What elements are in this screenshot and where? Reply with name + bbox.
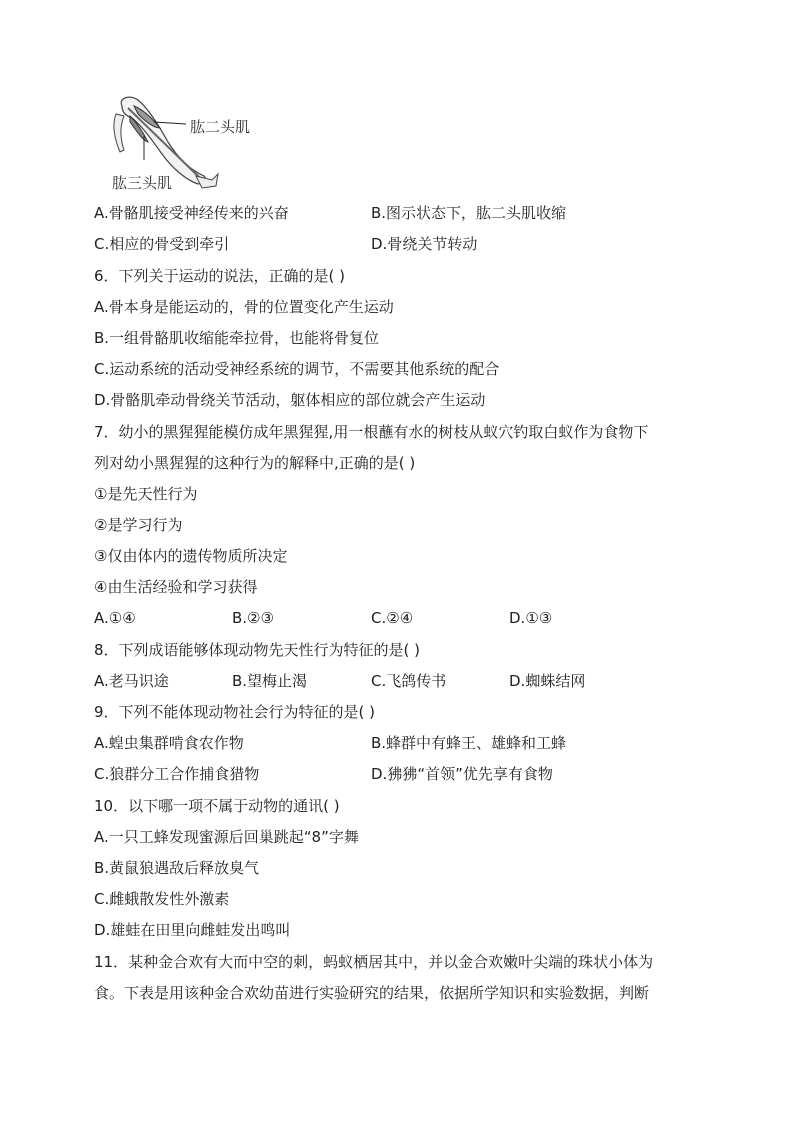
q7-stem-line1: 7．幼小的黑猩猩能模仿成年黑猩猩,用一根蘸有水的树枝从蚁穴钓取白蚁作为食物下 — [94, 423, 649, 441]
q6-option-b: B.一组骨骼肌收缩能牵拉骨，也能将骨复位 — [94, 329, 380, 347]
q5-option-b: B.图示状态下，肱二头肌收缩 — [371, 204, 567, 222]
q6-option-d: D.骨骼肌牵动骨绕关节活动，躯体相应的部位就会产生运动 — [94, 391, 486, 409]
q6-stem: 6．下列关于运动的说法，正确的是( ) — [94, 267, 346, 285]
q8-option-a: A.老马识途 — [94, 672, 169, 690]
triceps-label: 肱三头肌 — [112, 174, 173, 192]
q7-statement-1: ①是先天性行为 — [94, 485, 198, 503]
q7-statement-3: ③仅由体内的遗传物质所决定 — [94, 547, 288, 565]
q6-option-a: A.骨本身是能运动的，骨的位置变化产生运动 — [94, 298, 394, 316]
q7-stem-line2: 列对幼小黑猩猩的这种行为的解释中,正确的是( ) — [94, 454, 416, 472]
q10-option-a: A.一只工蜂发现蜜源后回巢跳起“8”字舞 — [94, 828, 359, 846]
q10-stem: 10．以下哪一项不属于动物的通讯( ) — [94, 797, 340, 815]
biceps-label: 肱二头肌 — [190, 118, 251, 136]
q7-statement-2: ②是学习行为 — [94, 516, 183, 534]
q10-option-d: D.雄蛙在田里向雌蛙发出鸣叫 — [94, 921, 291, 939]
q9-stem: 9．下列不能体现动物社会行为特征的是( ) — [94, 703, 376, 721]
q7-statement-4: ④由生活经验和学习获得 — [94, 578, 258, 596]
q8-stem: 8．下列成语能够体现动物先天性行为特征的是( ) — [94, 641, 421, 659]
q8-option-b: B.望梅止渴 — [232, 672, 308, 690]
q9-option-a: A.蝗虫集群啃食农作物 — [94, 734, 244, 752]
q7-option-b: B.②③ — [232, 609, 274, 627]
q7-option-c: C.②④ — [371, 609, 414, 627]
arm-muscle-figure — [108, 94, 268, 194]
q5-option-c: C.相应的骨受到牵引 — [94, 235, 230, 253]
q11-stem-line1: 11．某种金合欢有大而中空的刺，蚂蚁栖居其中，并以金合欢嫩叶尖端的珠状小体为 — [94, 953, 654, 971]
q8-option-c: C.飞鸽传书 — [371, 672, 447, 690]
q9-option-d: D.狒狒“首领”优先享有食物 — [371, 765, 553, 783]
q7-option-d: D.①③ — [509, 609, 553, 627]
q10-option-b: B.黄鼠狼遇敌后释放臭气 — [94, 859, 260, 877]
q10-option-c: C.雌蛾散发性外激素 — [94, 890, 230, 908]
q5-option-a: A.骨骼肌接受神经传来的兴奋 — [94, 204, 289, 222]
q6-option-c: C.运动系统的活动受神经系统的调节，不需要其他系统的配合 — [94, 360, 500, 378]
q7-option-a: A.①④ — [94, 609, 136, 627]
q9-option-b: B.蜂群中有蜂王、雄蜂和工蜂 — [371, 734, 567, 752]
q8-option-d: D.蜘蛛结网 — [509, 672, 586, 690]
q5-option-d: D.骨绕关节转动 — [371, 235, 478, 253]
q9-option-c: C.狼群分工合作捕食猎物 — [94, 765, 260, 783]
q11-stem-line2: 食。下表是用该种金合欢幼苗进行实验研究的结果，依据所学知识和实验数据，判断 — [94, 984, 650, 1002]
